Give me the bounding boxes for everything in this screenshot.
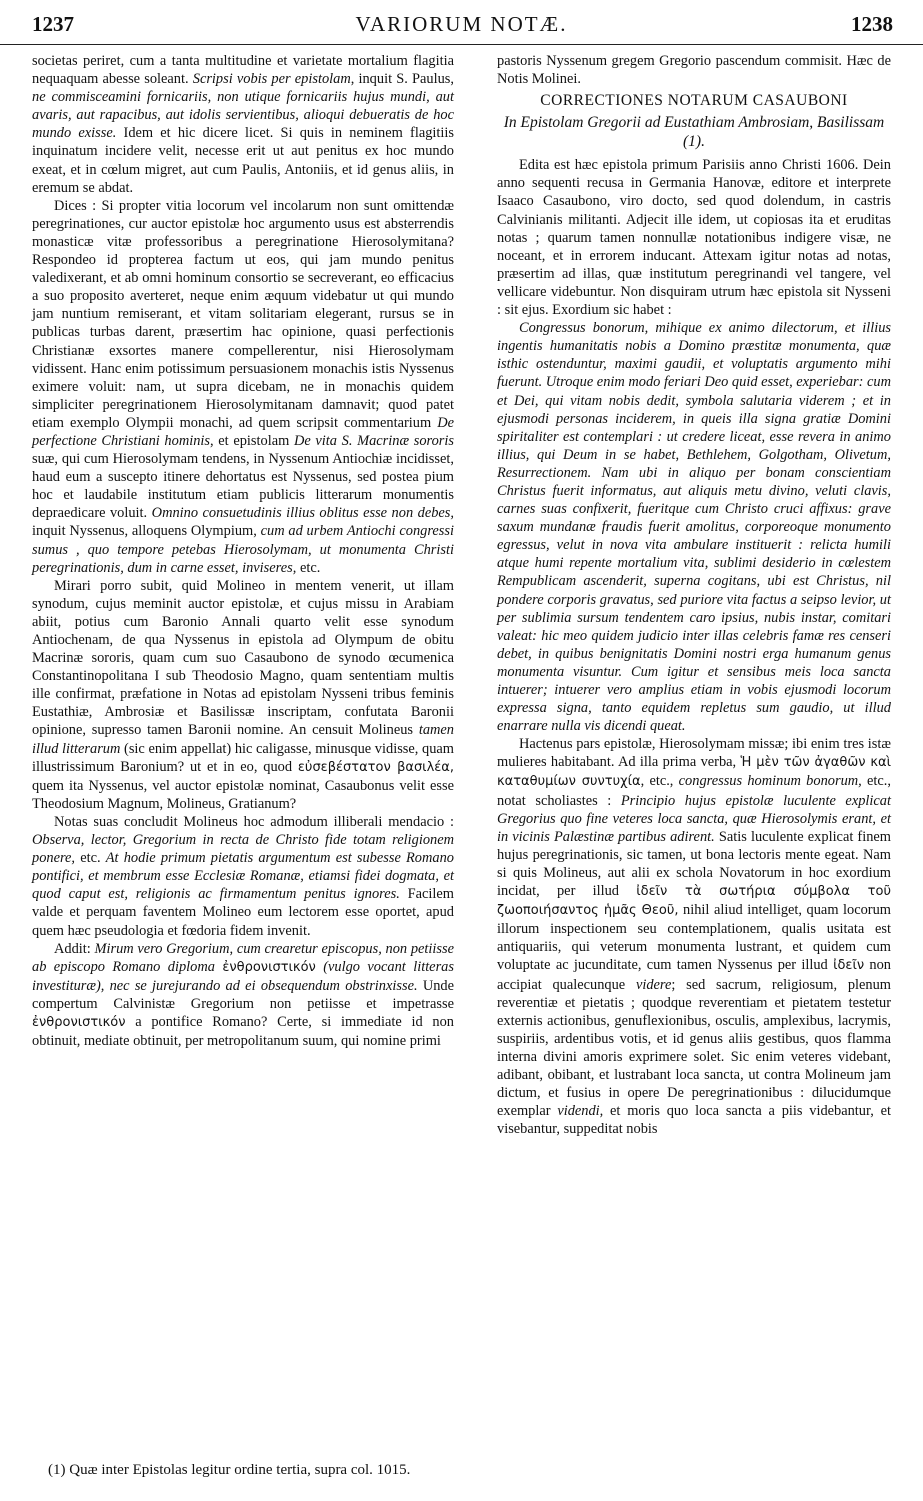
right-column — [497, 52, 891, 1138]
paragraph: Edita est hæc epistola primum Parisiis anno Christi 1606. Dein anno sequenti recusa in Germania Hanovæ, editore et interprete Isaaco Casaubono, viro docto, sed quod dolendum, in castris Calvinianis militanti. Adjecit ille idem, ut copiosas ita et eruditas notas ; quarum tamen nonnullæ notationibus indigere visæ, ne noceant, et in errorem inducant. Attexam igitur notas ad notas, præsertim ad illas, quæ institutum peregrinandi vel tangere, vel vellicare videbuntur. Non disquiram utrum hæc epistola sit Nysseni : sit ejus. Exordium sic habet : — [497, 157, 891, 319]
running-header — [0, 8, 923, 45]
paragraph: Notas suas concludit Molineus hoc admodum illiberali mendacio : Observa, lector, Gregorium in recta de Christo fide totam religionem ponere, etc. At hodie primum pietatis argumentum est subesse Romano pontifici, et membrum esse Ecclesiæ Romanæ, etiamsi fidei dogmata, et quod caput est, religionis ac firmamentum penitus ignores. Facilem valde et perquam faventem Molineo eum lectorem esse oportet, apud quem hæc pseudologia et fœdoria fidem invenit. — [32, 813, 454, 939]
paragraph: Addit: Mirum vero Gregorium, cum crearetur episcopus, non petiisse ab episcopo Romano diploma ἐνθρονιστικόν (vulgo vocant litteras investituræ), nec se jurejurando ad ei obsequendum obstrinxisse. Unde compertum Calvinistæ Gregorium non petiisse et impetrasse ἐνθρονιστικόν a pontifice Romano? Certe, si immediate id non obtinuit, mediate obtinuit, per metropolitanum suum, qui nomine primi — [32, 940, 454, 1050]
quoted-passage: Congressus bonorum, mihique ex animo dilectorum, et illius ingentis humanitatis nobis a Domino præstitæ monumenta, quæ isthic ostenduntur, maximi gaudii, et voluptatis argumento mihi fuerunt. Utroque enim modo feriari Deo quid esset, experiebar: cum et Dei, qui vitam nobis dedit, symbola salutaria viderem ; et in ejusmodi personas inciderem, in queis illa signa gratiæ Domini spiritaliter est contemplari : ut credere liceat, esse revera in animo illius, qui Deum in se habet, Bethlehem, Golgotham, Olivetum, Resurrectionem. Nam ubi in aliquo per bonam conscientiam Christus fuerit informatus, aut aliquis metu divino, veluti clavis, carnes suas confixerit, fueritque cum Christo cruci affixus: grave saxum mundanæ fraudis fuerit amolitus, corporeoque monumento egressus, velut in nova vita ambulare instituerit : relicta humili atque humi repente mortalium vita, sublimi desiderio in cœlestem Rempublicam ascenderit, superna cogitans, ubi est Christus, nil pondere corporis gravatus, sed puriore vita factus a seipso levior, ut per sublimia sursum tendentem caro ipsius, nubis instar, comitari valeat: hic meo quidem judicio inter illas celebris famæ res censeri debet, in quibus benignitatis Domini nostri erga humanum genus monumenta visuntur. Cum igitur et sensibus meis loca sancta intuerer; intuerer vero amplius etiam in vobis ejusmodi locorum expressa signa, tanto equidem repletus sum gaudio, ut illud enarrare nulla vis dicendi queat. — [497, 320, 891, 735]
paragraph: Hactenus pars epistolæ, Hierosolymam missæ; ibi enim tres istæ mulieres habitabant. Ad illa prima verba, Ἡ μὲν τῶν ἀγαθῶν καὶ καταθυμίων συντυχία, etc., congressus hominum bonorum, etc., notat scholiastes : Principio hujus epistolæ luculente explicat Gregorius quo fine veteres loca sancta, quæ Hierosolymis erant, et in vicinis Palæstinæ partibus adirent. Satis luculente explicat finem hujus peregrinationis, sic tamen, ut bona lectoris mente egeat. Nam si quis Molineus, aut alii ex schola Novatorum in hoc exordium incidat, per illud ἰδεῖν τὰ σωτήρια σύμβολα τοῦ ζωοποιήσαντος ἡμᾶς Θεοῦ, nihil aliud intelliget, quam locorum illorum inspectionem seu contemplationem, qualis usitata est antiquariis, qui veterum monumenta lustrant, et quidem cum voluptate ac jucunditate, cum tamen Nyssenus per illud ἰδεῖν non accipiat qualecunque videre; sed sacrum, religiosum, plenum reverentiæ et pietatis ; quodque reverentiam et pietatem testetur externis actionibus, genuflexionibus, osculis, amplexibus, lacrymis, suspiriis, ardentibus votis, et id genus aliis gestibus, quos flamma interna divini amoris exprimere solet. Sic enim veteres videbant, adibant, obibant, et lustrabant loca sancta, ut contra Molineum jam dictum, et fusius in opere De peregrinationibus : dilucidumque exemplar videndi, et moris quo loca sancta a piis videbantur, et visebantur, suppeditat nobis — [497, 736, 892, 1138]
section-subheading: In Epistolam Gregorii ad Eustathiam Ambrosiam, Basilissam (1). — [503, 114, 885, 151]
column-number-left: 1237 — [32, 12, 74, 36]
paragraph: societas periret, cum a tanta multitudine et varietate mortalium flagitia nequaquam abesse soleant. Scripsi vobis per epistolam, inquit S. Paulus, ne commisceamini fornicariis, non utique fornicariis hujus mundi, aut avaris, aut rapacibus, aut idolis servientibus, alioqui debueratis de hoc mundo exisse. Idem et hic dicere licet. Si quis in neminem flagitiis inquinatum incidere velit, necesse erit ut aut penitus ex hoc mundo exeat, et in cœlum migret, aut cum Paulis, Antoniis, et id genus aliis, in eremum se abdat. — [32, 53, 454, 196]
paragraph: pastoris Nyssenum gregem Gregorio pascendum commisit. Hæc de Notis Molinei. — [497, 53, 891, 88]
left-column — [32, 52, 454, 1050]
footnote: (1) Quæ inter Epistolas legitur ordine tertia, supra col. 1015. — [48, 1462, 411, 1478]
section-heading: CORRECTIONES NOTARUM CASAUBONI — [540, 92, 848, 110]
column-number-right: 1238 — [851, 12, 893, 36]
running-title: VARIORUM NOTÆ. — [355, 12, 568, 36]
paragraph: Mirari porro subit, quid Molineo in mentem venerit, ut illam synodum, cujus meminit auctor epistolæ, et cujus missu in Arabiam abiit, potius cum Baronio Annali quarto velit esse synodum Antiochenam, de qua Nyssenus in epistola ad Olympum de obitu Macrinæ sororis, quam cum suo Casaubono de synodo œcumenica Constantinopolitana I sub Theodosio Magno, quam sententiam multis ille confirmat, præfatione in Notas ad epistolam Nysseni tribus feminis Eustathiæ, Ambrosiæ et Basilissæ inscriptam, confutata Baronii opinione, supresso tamen Baronii nomine. An censuit Molineus tamen illud litterarum (sic enim appellat) hic caligasse, minusque vidisse, quam illustrissimum Baronium? ut et in eo, quod εὐσεβέστατον βασιλέα, quem ita Nyssenus, vel auctor epistolæ nominat, Casaubonus velit esse Theodosium Magnum, Molineus, Gratianum? — [32, 577, 455, 812]
paragraph: Dices : Si propter vitia locorum vel incolarum non sunt omittendæ peregrinationes, cur auctor epistolæ hoc argumento usus est absterrendis monasticæ vitæ professoribus a peregrinatione Hierosolymitana? Respondeo id propterea factum ut eos, qui jam mundo penitus valedixerant, et ab omni hominum consortio se secreverant, eo efficacius a suo proposito averteret, neque enim æquum videbatur ut qui mundo jam nuntium remiserant, et vitam solitariam elegerant, rursus se in publicas turbas darent, præsertim hac opinione, quasi perfectionis Christianæ exsortes manere compellerentur, nisi Hierosolymam vidissent. Hanc enim potissimum persuasionem monachis istis Nyssenus eximere voluit: nam, ut supra dicebam, ne in monachis quidem simpliciter peregrinationem Hierosolymitanam damnavit; quod patet etiam exemplo Olympii monachi, ad quem scripsit commentarium De perfectione Christiani hominis, et epistolam De vita S. Macrinæ sororis suæ, qui cum Hierosolymam tendens, in Nyssenum Antiochiæ incidisset, haud eum a suscepto itinere dehortatus est Nyssenus, sed postea pium hoc et laudabile institutum etiam publicis litterarum monumentis depraedicare voluit. Omnino consuetudinis illius oblitus esse non debes, inquit Nyssenus, alloquens Olympium, cum ad urbem Antiochi congressi sumus , quo tempore petebas Hierosolymam, ut monumenta Christi peregrinationis, dum in carne esset, inviseres, etc. — [32, 197, 455, 576]
